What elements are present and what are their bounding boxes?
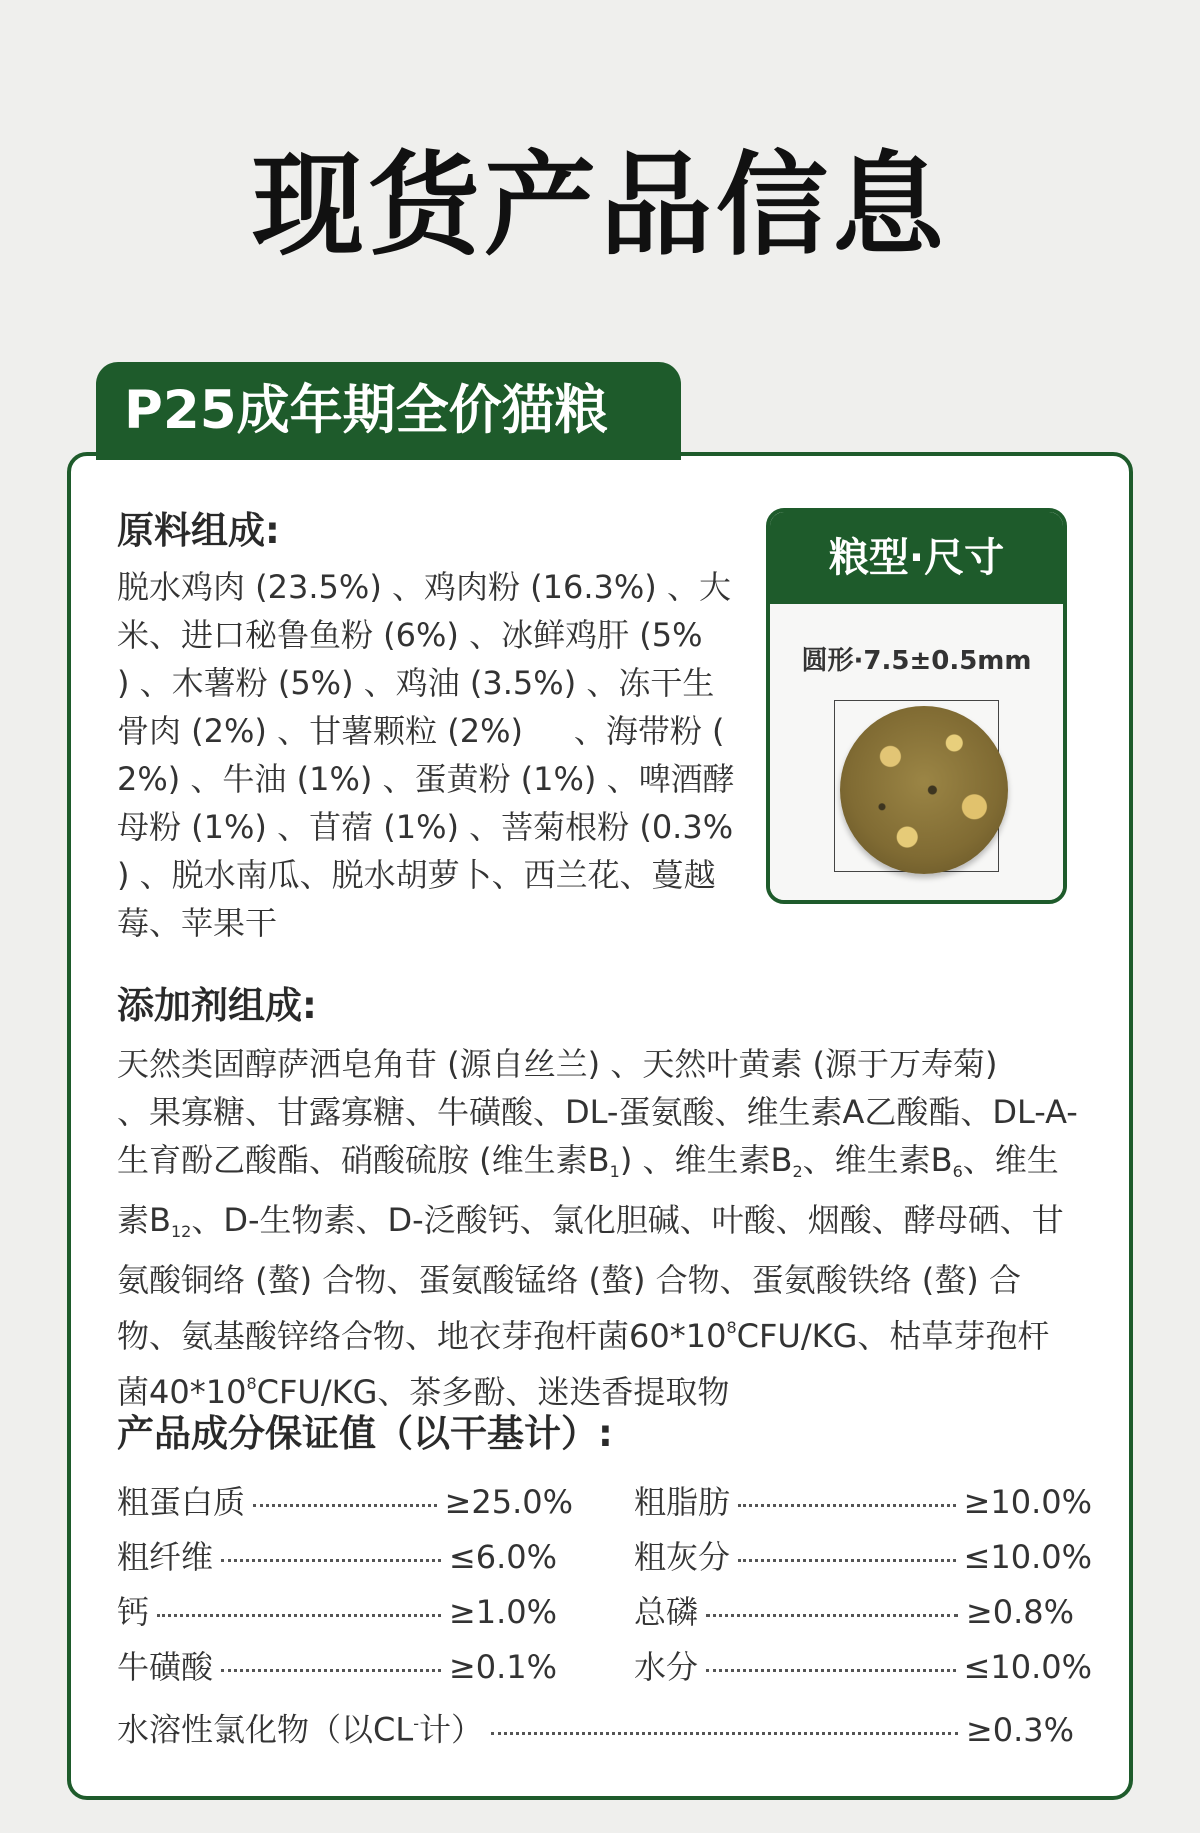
- nutrient-name: 水分: [634, 1648, 699, 1686]
- nutrient-value: ≤6.0%: [448, 1538, 557, 1576]
- kibble-size-heading: 粮型·尺寸: [770, 512, 1063, 604]
- additives-line: 生育酚乙酸酯、硝酸硫胺 (维生素$B_1$) 、维生素$B_2$、维生素$B_6$、维生: [117, 1141, 1059, 1181]
- ingredients-line: 脱水鸡肉 (23.5%) 、鸡肉粉 (16.3%) 、大: [117, 568, 731, 606]
- kibble-image: [840, 706, 1008, 874]
- additives-line: 素$B_{12}$、D-生物素、D-泛酸钙、氯化胆碱、叶酸、烟酸、酵母硒、甘: [117, 1201, 1064, 1241]
- nutrient-name: 粗灰分: [634, 1538, 731, 1576]
- nutrient-name: 水溶性氯化物（以CL-计）: [117, 1710, 483, 1749]
- nutrient-value: ≥25.0%: [444, 1483, 573, 1521]
- nutrient-value: ≤10.0%: [963, 1538, 1092, 1576]
- analysis-row: [117, 1537, 557, 1577]
- nutrient-value: ≥10.0%: [963, 1483, 1092, 1521]
- additives-line: 天然类固醇萨洒皂角苷 (源自丝兰) 、天然叶黄素 (源于万寿菊): [117, 1045, 998, 1083]
- nutrient-name: 粗纤维: [117, 1538, 214, 1576]
- ingredients-line: ) 、脱水南瓜、脱水胡萝卜、西兰花、蔓越: [117, 856, 716, 894]
- kibble-spec: 圆形·7.5±0.5mm: [801, 646, 1032, 676]
- additives-line: 、果寡糖、甘露寡糖、牛磺酸、DL-蛋氨酸、维生素A乙酸酯、DL-A-: [117, 1093, 1078, 1131]
- ingredients-line: ) 、木薯粉 (5%) 、鸡油 (3.5%) 、冻干生: [117, 664, 715, 702]
- ingredients-line: 莓、苹果干: [117, 904, 278, 942]
- additives-line: 菌$40*10^8CFU/KG$、茶多酚、迷迭香提取物: [117, 1373, 730, 1411]
- ingredients-heading: 原料组成:: [117, 509, 280, 552]
- analysis-row: [634, 1482, 1092, 1522]
- analysis-row: [634, 1537, 1092, 1577]
- nutrient-value: ≤10.0%: [963, 1648, 1092, 1686]
- additives-line: 氨酸铜络 (螯) 合物、蛋氨酸锰络 (螯) 合物、蛋氨酸铁络 (螯) 合: [117, 1261, 1021, 1299]
- analysis-row: [634, 1592, 1074, 1632]
- analysis-row: [634, 1647, 1092, 1687]
- analysis-row: [117, 1647, 557, 1687]
- nutrient-name: 粗脂肪: [634, 1483, 731, 1521]
- ingredients-line: 母粉 (1%) 、苜蓿 (1%) 、菩菊根粉 (0.3%: [117, 808, 734, 846]
- product-name-tab: P25成年期全价猫粮: [96, 362, 681, 460]
- kibble-size-box: [766, 508, 1067, 904]
- nutrient-value: ≥0.1%: [448, 1648, 557, 1686]
- nutrient-value: ≥1.0%: [448, 1593, 557, 1631]
- additives-heading: 添加剂组成:: [117, 984, 317, 1027]
- kibble-size-body: [770, 604, 1063, 900]
- ingredients-line: 骨肉 (2%) 、甘薯颗粒 (2%) 、海带粉 (: [117, 712, 725, 750]
- analysis-row: [117, 1592, 557, 1632]
- nutrient-name: 钙: [117, 1593, 150, 1631]
- analysis-heading: 产品成分保证值（以干基计）:: [117, 1412, 613, 1455]
- additives-text: [117, 1040, 1097, 1416]
- additives-line: 物、氨基酸锌络合物、地衣芽孢杆菌$60*10^8CFU/KG$、枯草芽孢杆: [117, 1317, 1050, 1355]
- nutrient-value: ≥0.3%: [965, 1710, 1074, 1749]
- nutrient-name: 牛磺酸: [117, 1648, 214, 1686]
- analysis-row: [117, 1482, 573, 1522]
- page-title: 现货产品信息: [252, 141, 948, 271]
- ingredients-line: 米、进口秘鲁鱼粉 (6%) 、冰鲜鸡肝 (5%: [117, 616, 703, 654]
- nutrient-name: 总磷: [634, 1593, 699, 1631]
- nutrient-name: 粗蛋白质: [117, 1483, 246, 1521]
- nutrient-value: ≥0.8%: [965, 1593, 1074, 1631]
- ingredients-line: 2%) 、牛油 (1%) 、蛋黄粉 (1%) 、啤酒酵: [117, 760, 735, 798]
- analysis-row-chloride: [117, 1704, 1074, 1750]
- ingredients-text: [117, 563, 737, 947]
